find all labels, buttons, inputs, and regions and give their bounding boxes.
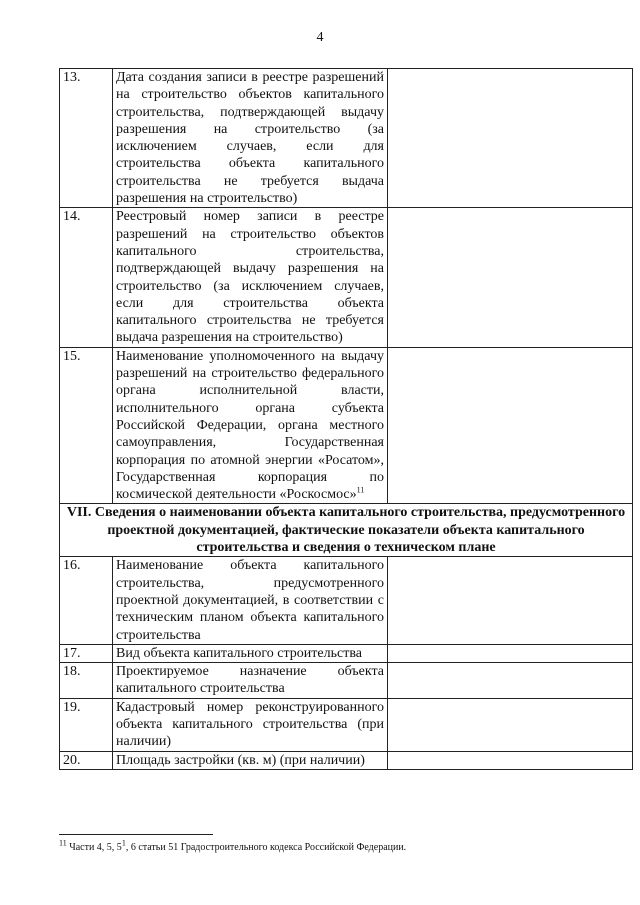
row-value-cell[interactable] <box>388 644 633 662</box>
table-row <box>60 347 633 504</box>
row-description-text: Наименование уполномоченного на выдачу разрешений на строительство федерального органа исполнительной власти, исполнительного органа субъекта Российской Федерации, органа местного самоуправления, Государственная корпорация по атомной энергии «Росатом», Государственная корпорация по космической деятельности «Роскосмос» <box>116 348 384 503</box>
row-number: 17. <box>60 644 113 662</box>
table-row <box>60 208 633 347</box>
row-number: 15. <box>60 347 113 504</box>
row-number: 14. <box>60 208 113 347</box>
row-value-cell[interactable] <box>388 69 633 208</box>
row-description: Дата создания записи в реестре разрешений на строительство объектов капитального строительства, подтверждающей выдачу разрешения на строительство (за исключением случаев, если для строительства объекта капитального строительства не требуется выдача разрешения на строительство) <box>113 69 388 208</box>
footnote <box>59 838 407 854</box>
table-row <box>60 644 633 662</box>
table-row <box>60 698 633 751</box>
row-number: 20. <box>60 751 113 769</box>
footnote-divider <box>59 834 213 835</box>
row-number: 13. <box>60 69 113 208</box>
row-description: Реестровый номер записи в реестре разрешений на строительство объектов капитального строительства, подтверждающей выдачу разрешения на строительство (за исключением случаев, если для строительства объекта капитального строительства не требуется выдача разрешения на строительство) <box>113 208 388 347</box>
table-row <box>60 69 633 208</box>
row-number: 16. <box>60 557 113 644</box>
table-row <box>60 557 633 644</box>
section-title: VII. Сведения о наименовании объекта капитального строительства, предусмотренного проектной документацией, фактические показатели объекта капитального строительства и сведения о техническом плане <box>60 504 633 557</box>
footnote-text-start: Части 4, 5, 5 <box>66 842 122 853</box>
row-description: Проектируемое назначение объекта капитального строительства <box>113 663 388 699</box>
footnote-text-end: , 6 статьи 51 Градостроительного кодекса Российской Федерации. <box>125 842 407 853</box>
row-description: Площадь застройки (кв. м) (при наличии) <box>113 751 388 769</box>
footnote-mark: 11 <box>59 838 67 848</box>
row-value-cell[interactable] <box>388 751 633 769</box>
section-header-row <box>60 504 633 557</box>
footnote-text-sup: 1 <box>121 838 126 848</box>
row-value-cell[interactable] <box>388 347 633 504</box>
footnote-reference: 11 <box>356 485 365 495</box>
row-description: Вид объекта капитального строительства <box>113 644 388 662</box>
table-row <box>60 663 633 699</box>
row-number: 19. <box>60 698 113 751</box>
page-number: 4 <box>316 30 324 45</box>
row-value-cell[interactable] <box>388 208 633 347</box>
row-value-cell[interactable] <box>388 698 633 751</box>
row-description <box>113 347 388 504</box>
row-description: Кадастровый номер реконструированного объекта капитального строительства (при наличии) <box>113 698 388 751</box>
row-value-cell[interactable] <box>388 557 633 644</box>
form-table <box>59 68 633 770</box>
row-number: 18. <box>60 663 113 699</box>
row-value-cell[interactable] <box>388 663 633 699</box>
row-description: Наименование объекта капитального строительства, предусмотренного проектной документацией, в соответствии с техническим планом объекта капитального строительства <box>113 557 388 644</box>
table-row <box>60 751 633 769</box>
